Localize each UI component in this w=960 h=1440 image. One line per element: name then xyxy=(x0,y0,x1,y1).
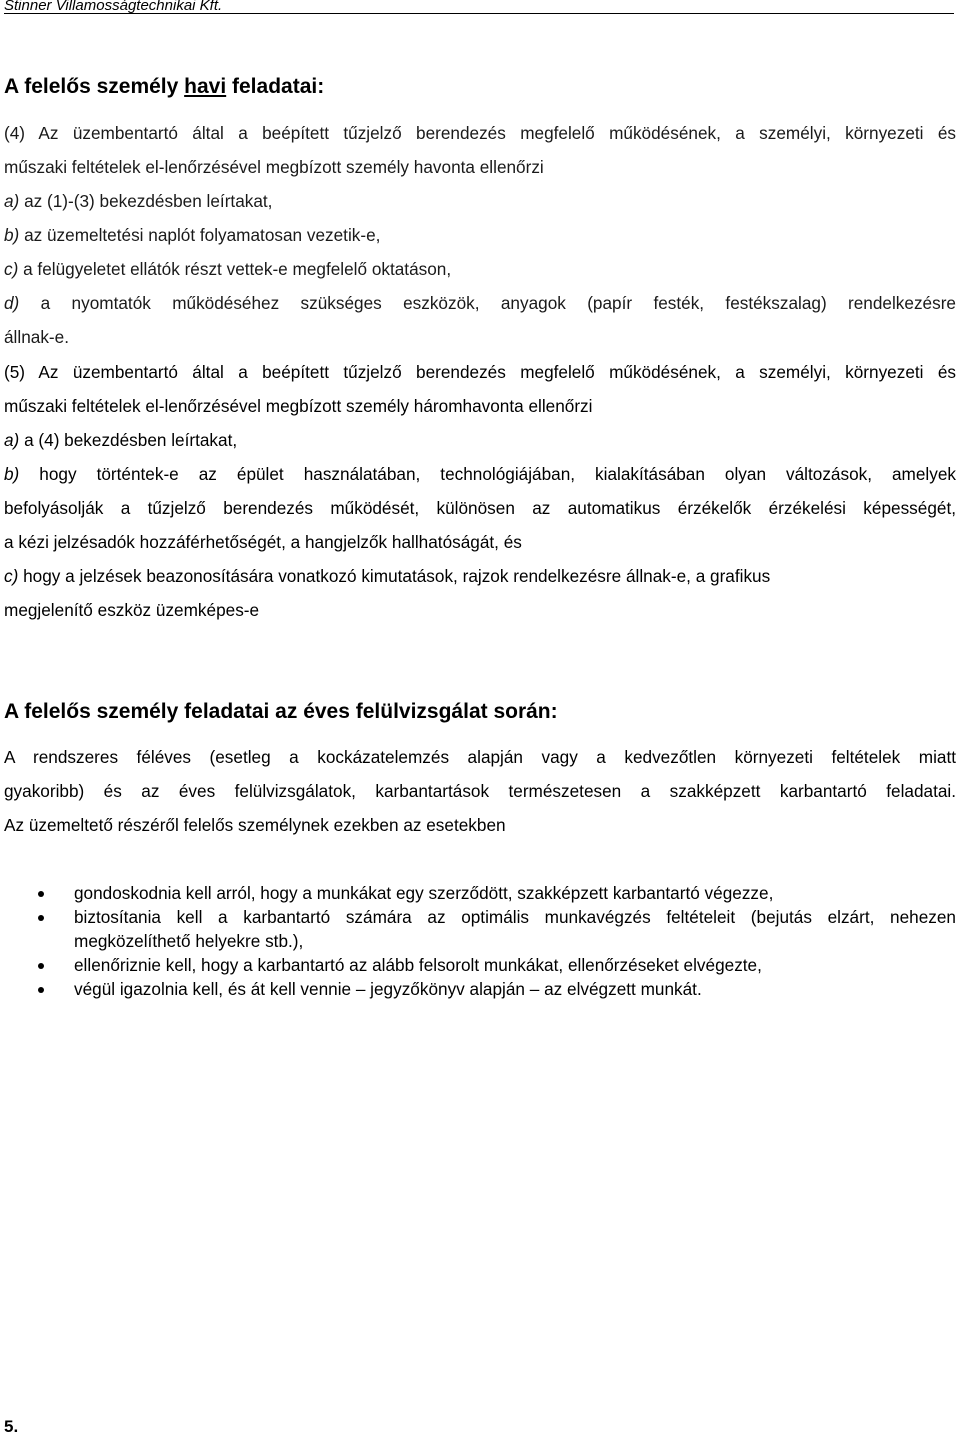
list-item xyxy=(4,286,956,320)
heading-text-post: feladatai: xyxy=(226,75,325,98)
page-number: 5. xyxy=(4,1417,19,1436)
list-item xyxy=(4,457,956,491)
annual-paragraph-line-1: A rendszeres féléves (esetleg a kockázatelemzés alapján vagy a kedvezőtlen környezeti feltételek miatt xyxy=(4,747,956,767)
item-marker: c) xyxy=(4,259,19,279)
item-text: a (4) bekezdésben leírtakat, xyxy=(19,430,238,450)
list-item xyxy=(4,559,956,593)
list-item xyxy=(4,252,956,286)
monthly-tasks-section xyxy=(4,116,956,354)
list-item-continuation: a kézi jelzésadók hozzáférhetőségét, a hangjelzők hallhatóságát, és xyxy=(4,532,522,552)
item-text: az (1)-(3) bekezdésben leírtakat, xyxy=(19,191,273,211)
list-item xyxy=(4,218,956,252)
annual-paragraph-line-3: Az üzemeltető részéről felelős személynek ezekben az esetekben xyxy=(4,815,506,835)
item-marker: a) xyxy=(4,430,20,450)
list-item-continuation: befolyásolják a tűzjelző berendezés működését, különösen az automatikus érzékelők érzékelési képességét, xyxy=(4,498,956,518)
item-text: a felügyeletet ellátók részt vettek-e megfelelő oktatáson, xyxy=(18,259,452,279)
bullet-item: gondoskodnia kell arról, hogy a munkákat egy szerződött, szakképzett karbantartó végezze, xyxy=(4,881,956,905)
company-name: Stinner Villamosságtechnikai Kft. xyxy=(4,0,223,14)
quarterly-tasks-section xyxy=(4,355,956,627)
heading-text-pre: A felelős személy xyxy=(4,75,185,98)
item-text: hogy történtek-e az épület használatában, technológiájában, kialakításában olyan változások, amelyek xyxy=(19,464,956,484)
monthly-tasks-heading xyxy=(4,74,324,100)
list-item xyxy=(4,423,956,457)
page-header xyxy=(4,0,954,14)
annual-tasks-heading: A felelős személy feladatai az éves felülvizsgálat során: xyxy=(4,700,558,723)
paragraph-5-line-2: műszaki feltételek el-lenőrzésével megbízott személy háromhavonta ellenőrzi xyxy=(4,396,593,416)
item-marker: c) xyxy=(4,566,19,586)
paragraph-4-line-2: műszaki feltételek el-lenőrzésével megbízott személy havonta ellenőrzi xyxy=(4,157,544,177)
item-marker: a) xyxy=(4,191,20,211)
item-text: az üzemeltetési naplót folyamatosan vezetik-e, xyxy=(19,225,381,245)
annual-paragraph-line-2: gyakoribb) és az éves felülvizsgálatok, karbantartások természetesen a szakképzett karbantartó feladatai. xyxy=(4,781,956,801)
paragraph-4-line-1: (4) Az üzembentartó által a beépített tűzjelző berendezés megfelelő működésének, a személyi, környezeti és xyxy=(4,123,956,143)
annual-bullet-list xyxy=(4,881,956,1001)
item-text: a nyomtatók működéséhez szükséges eszközök, anyagok (papír festék, festékszalag) rendelkezésre xyxy=(19,293,956,313)
item-marker: b) xyxy=(4,464,20,484)
annual-tasks-section xyxy=(4,740,956,842)
bullet-item: ellenőriznie kell, hogy a karbantartó az alább felsorolt munkákat, ellenőrzéseket elvégezte, xyxy=(4,953,956,977)
list-item-continuation: állnak-e. xyxy=(4,327,69,347)
item-marker: b) xyxy=(4,225,20,245)
list-item-continuation: megjelenítő eszköz üzemképes-e xyxy=(4,600,260,620)
item-marker: d) xyxy=(4,293,20,313)
bullet-item: biztosítania kell a karbantartó számára az optimális munkavégzés feltételeit (bejutás elzárt, nehezen megközelíthető helyekre stb.), xyxy=(4,905,956,953)
list-item xyxy=(4,184,956,218)
paragraph-5-line-1: (5) Az üzembentartó által a beépített tűzjelző berendezés megfelelő működésének, a személyi, környezeti és xyxy=(4,362,956,382)
item-text: hogy a jelzések beazonosítására vonatkozó kimutatások, rajzok rendelkezésre állnak-e, a grafikus xyxy=(18,566,771,586)
heading-text-underlined: havi xyxy=(184,75,227,98)
bullet-item: végül igazolnia kell, és át kell vennie – jegyzőkönyv alapján – az elvégzett munkát. xyxy=(4,977,956,1001)
